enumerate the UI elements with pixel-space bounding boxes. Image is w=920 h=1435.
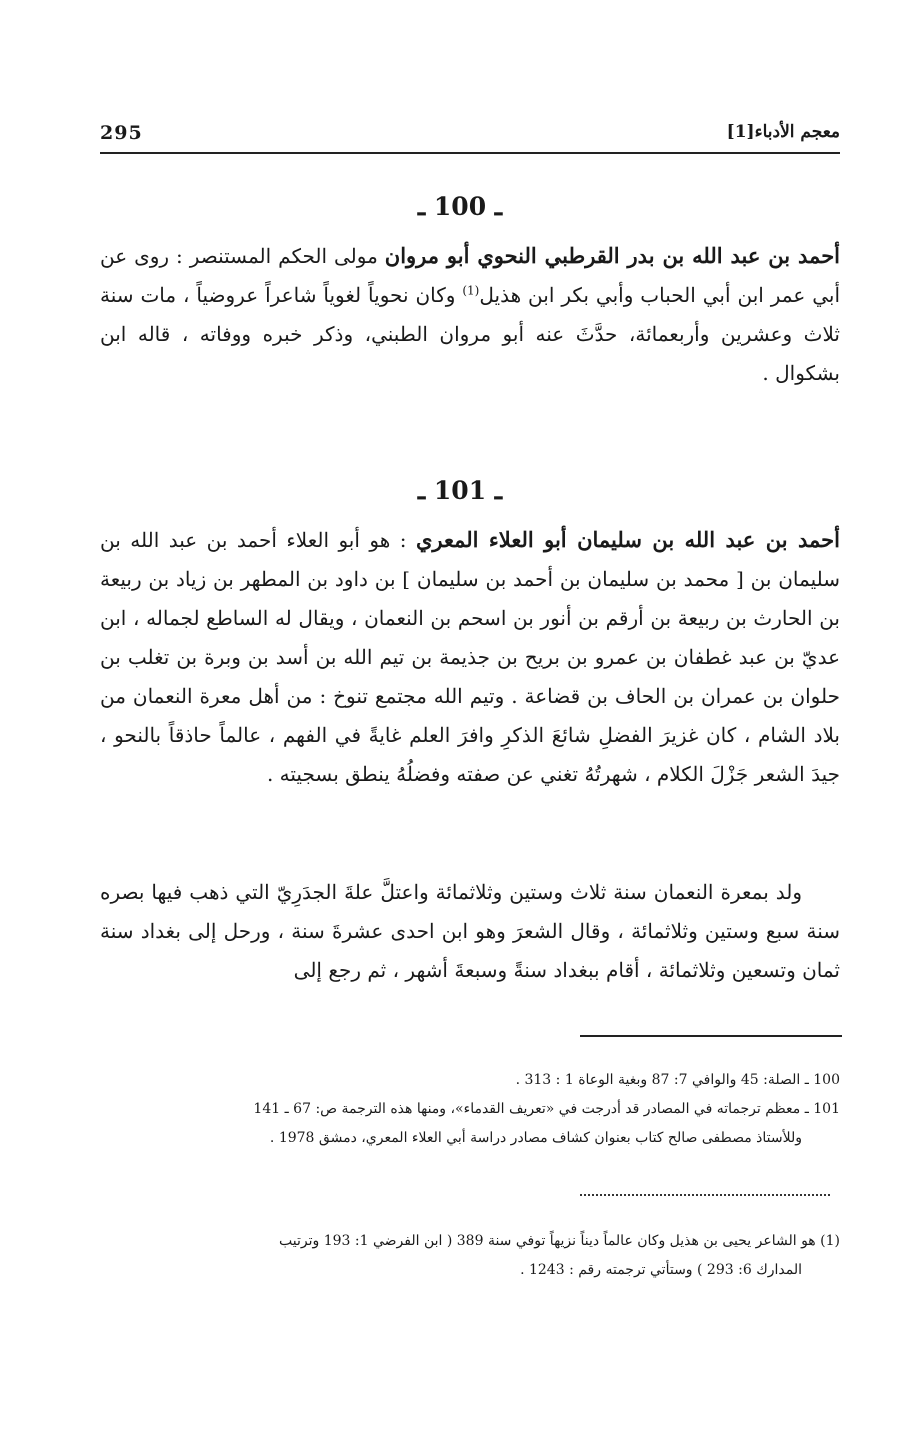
source-line-100: 100 ـ الصلة: 45 والوافي 7: 87 وبغية الوعاة 1 : 313 . — [515, 1072, 840, 1088]
entry-101-text: : هو أبو العلاء أحمد بن عبد الله بن سليمان بن [ محمد بن سليمان بن أحمد بن سليمان ] بن داود بن المطهر بن زياد بن ربيعة بن الحارث بن ربيعة بن أرقم بن أنور بن اسحم بن النعمان ، ويقال له الساطع لجماله ، ابن عديّ بن عبد غطفان بن عمرو بن بريح بن جذيمة بن تيم الله بن أسد بن وبرة بن تغلب بن حلوان بن عمران بن الحاف بن قضاعة . وتيم الله مجتمع تنوخ : من أهل معرة النعمان من بلاد الشام ، كان غزيرَ الفضلِ شائعَ الذكرِ وافرَ العلم غايةً في الفهم ، عالماً حاذقاً بالنحو ، جيدَ الشعر جَزْلَ الكلام ، شهرتُهُ تغني عن صفته وفضلُهُ ينطق بسجيته . — [100, 528, 840, 786]
entry-101-name: أحمد بن عبد الله بن سليمان أبو العلاء المعري — [415, 527, 840, 552]
header-rule — [100, 152, 840, 154]
entry-100-text: مولى الحكم المستنصر : روى عن أبي عمر ابن أبي الحباب وأبي بكر ابن هذيل — [100, 244, 840, 307]
page-number: 295 — [100, 122, 143, 144]
footnote-line-2: المدارك 6: 293 ) وستأتي ترجمته رقم : 1243 . — [520, 1262, 802, 1278]
footnote-ref: (1) — [462, 283, 480, 298]
footnote-1 — [100, 1227, 840, 1285]
source-line-101-cont: وللأستاذ مصطفى صالح كتاب بعنوان كشاف مصادر دراسة أبي العلاء المعري، دمشق 1978 . — [269, 1130, 802, 1146]
entry-number-101: ـ 101 ـ — [417, 476, 503, 505]
source-line-101: 101 ـ معظم ترجماته في المصادر قد أدرجت في «تعريف القدماء»، ومنها هذه الترجمة ص: 67 ـ 141 — [253, 1101, 840, 1117]
footnote-line-1: (1) هو الشاعر يحيى بن هذيل وكان عالماً ديناً نزيهاً توفي سنة 389 ( ابن الفرضي 1: 193 وترتيب — [279, 1233, 840, 1249]
footnote-rule — [580, 1035, 842, 1037]
entry-100-name: أحمد بن عبد الله بن بدر القرطبي النحوي أبو مروان — [384, 243, 841, 268]
page-header — [100, 118, 840, 154]
entry-number-100: ـ 100 ـ — [417, 192, 503, 221]
entry-100-text-after: وكان نحوياً لغوياً شاعراً عروضياً ، مات سنة ثلاث وعشرين وأربعمائة، حدَّثَ عنه أبو مروان الطبني، وذكر خبره ووفاته ، قاله ابن بشكوال . — [100, 283, 840, 385]
sources-section — [100, 1066, 840, 1153]
entry-100-body — [100, 236, 840, 393]
entry-101-body — [100, 520, 840, 794]
running-title: معجم الأدباء[1] — [726, 122, 840, 142]
dotted-rule — [580, 1194, 830, 1196]
entry-101-paragraph-2: ولد بمعرة النعمان سنة ثلاث وستين وثلاثمائة واعتلَّ علةَ الجدَرِيّ التي ذهب فيها بصره سنة سبع وستين وثلاثمائة ، وقال الشعرَ وهو ابن احدى عشرةَ سنة ، ورحل إلى بغداد سنة ثمان وتسعين وثلاثمائة ، أقام ببغداد سنةً وسبعةَ أشهر ، ثم رجع إلى — [100, 880, 840, 982]
